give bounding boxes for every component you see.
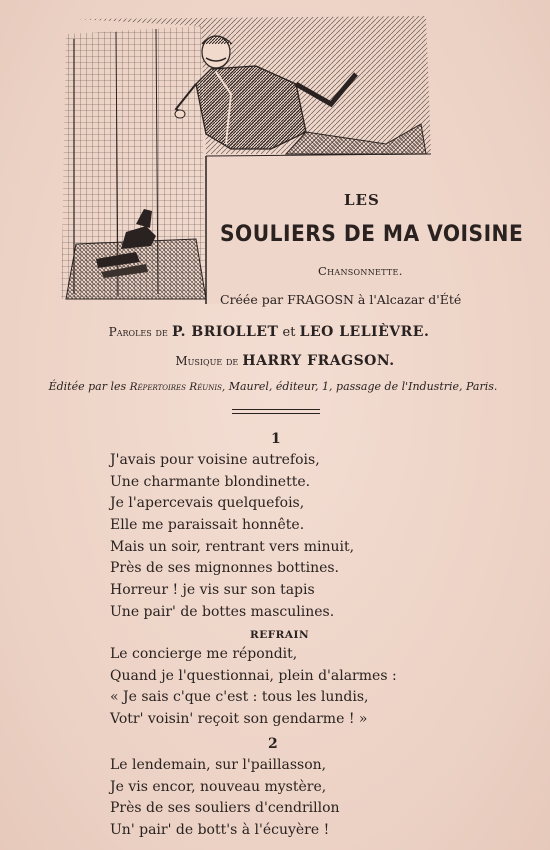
publisher-address: Maurel, éditeur, 1, passage de l'Industrie, Paris. (228, 380, 498, 393)
verse-line: Le concierge me répondit, (110, 646, 298, 662)
verse-line: Mais un soir, rentrant vers minuit, (110, 538, 355, 555)
music-label: Musique de (175, 354, 239, 368)
creation-note: Créée par FRAGOSN à l'Alcazar d'Été (220, 292, 462, 307)
and-word: et (282, 325, 296, 340)
refrain (110, 644, 397, 731)
verse-line: Votr' voisin' reçoit son gendarme ! » (110, 711, 368, 728)
stanza-1-number: 1 (271, 431, 281, 447)
verse-line: Je vis encor, nouveau mystère, (110, 778, 327, 795)
stanza-2-number: 2 (268, 736, 278, 752)
author-2: LEO LELIÈVRE. (299, 324, 430, 340)
divider-rule (232, 409, 320, 414)
verse-line: Près de ses mignonnes bottines. (110, 560, 340, 577)
verse-line: « Je sais c'que c'est : tous les lundis, (110, 689, 369, 706)
stanza-2 (110, 755, 340, 842)
verse-line: Quand je l'questionnai, plein d'alarmes : (110, 667, 397, 684)
publisher-credit (0, 380, 548, 393)
verse-line: Un' pair' de bott's à l'écuyère ! (110, 822, 330, 839)
engraving-illustration (56, 14, 436, 304)
verse-line: Horreur ! je vis sur son tapis (110, 582, 315, 599)
stanza-1 (110, 450, 354, 624)
verse-line: J'avais pour voisine autrefois, (110, 452, 320, 468)
words-label: Paroles de (108, 325, 168, 339)
verse-line: Une charmante blondinette. (110, 473, 311, 490)
song-title: SOULIERS DE MA VOISINE (220, 222, 524, 247)
refrain-heading: REFRAIN (250, 629, 310, 641)
composer: HARRY FRAGSON. (242, 353, 395, 369)
verse-line: Je l'apercevais quelquefois, (110, 495, 305, 512)
publisher-pre: Éditée par les (48, 380, 127, 393)
verse-line: Le lendemain, sur l'paillasson, (110, 757, 327, 773)
verse-line: Près de ses souliers d'cendrillon (110, 800, 340, 817)
title-les: LES (344, 191, 380, 209)
verse-line: Elle me paraissait honnête. (110, 517, 305, 534)
verse-line: Une pair' de bottes masculines. (110, 603, 335, 620)
lyrics-credit (0, 324, 544, 340)
music-credit (10, 353, 550, 369)
publisher-name: Répertoires Réunis, (129, 381, 226, 393)
song-genre: Chansonnette. (318, 264, 403, 278)
author-1: P. BRIOLLET (171, 324, 279, 340)
